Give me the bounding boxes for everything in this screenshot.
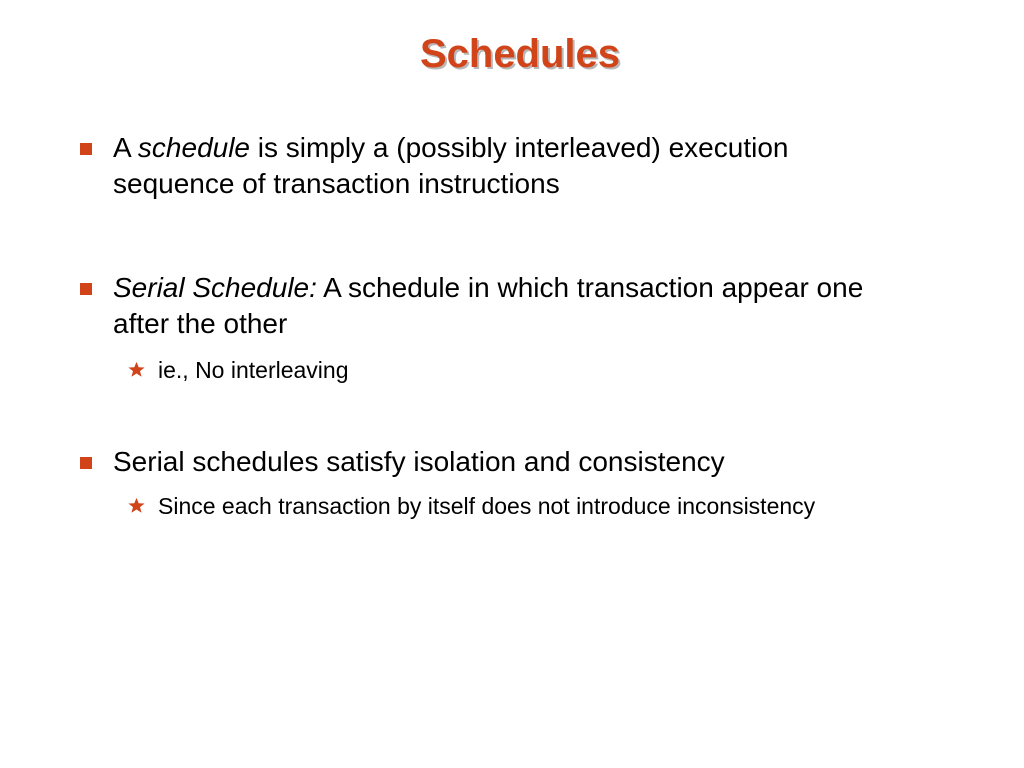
sub-bullet-text: ie., No interleaving	[158, 357, 349, 383]
term-schedule: schedule	[137, 132, 251, 163]
bullet-text	[113, 270, 873, 342]
bullet-rest: A schedule in which transaction appear one after the other	[113, 272, 864, 339]
bullet-rest: is simply a (possibly interleaved) execution sequence of transaction instructions	[113, 132, 789, 199]
slide-title: Schedules	[419, 32, 621, 76]
square-bullet-icon	[80, 283, 92, 295]
bullet-prefix: A	[113, 132, 138, 163]
star-bullet-icon	[128, 361, 145, 378]
bullet-text: Serial schedules satisfy isolation and consistency	[113, 446, 725, 477]
square-bullet-icon	[80, 457, 92, 469]
sub-bullet-text: Since each transaction by itself does not introduce inconsistency	[158, 493, 816, 519]
square-bullet-icon	[80, 143, 92, 155]
bullet-text	[113, 130, 873, 202]
term-serial-schedule: Serial Schedule:	[113, 272, 317, 303]
star-bullet-icon	[128, 497, 145, 514]
